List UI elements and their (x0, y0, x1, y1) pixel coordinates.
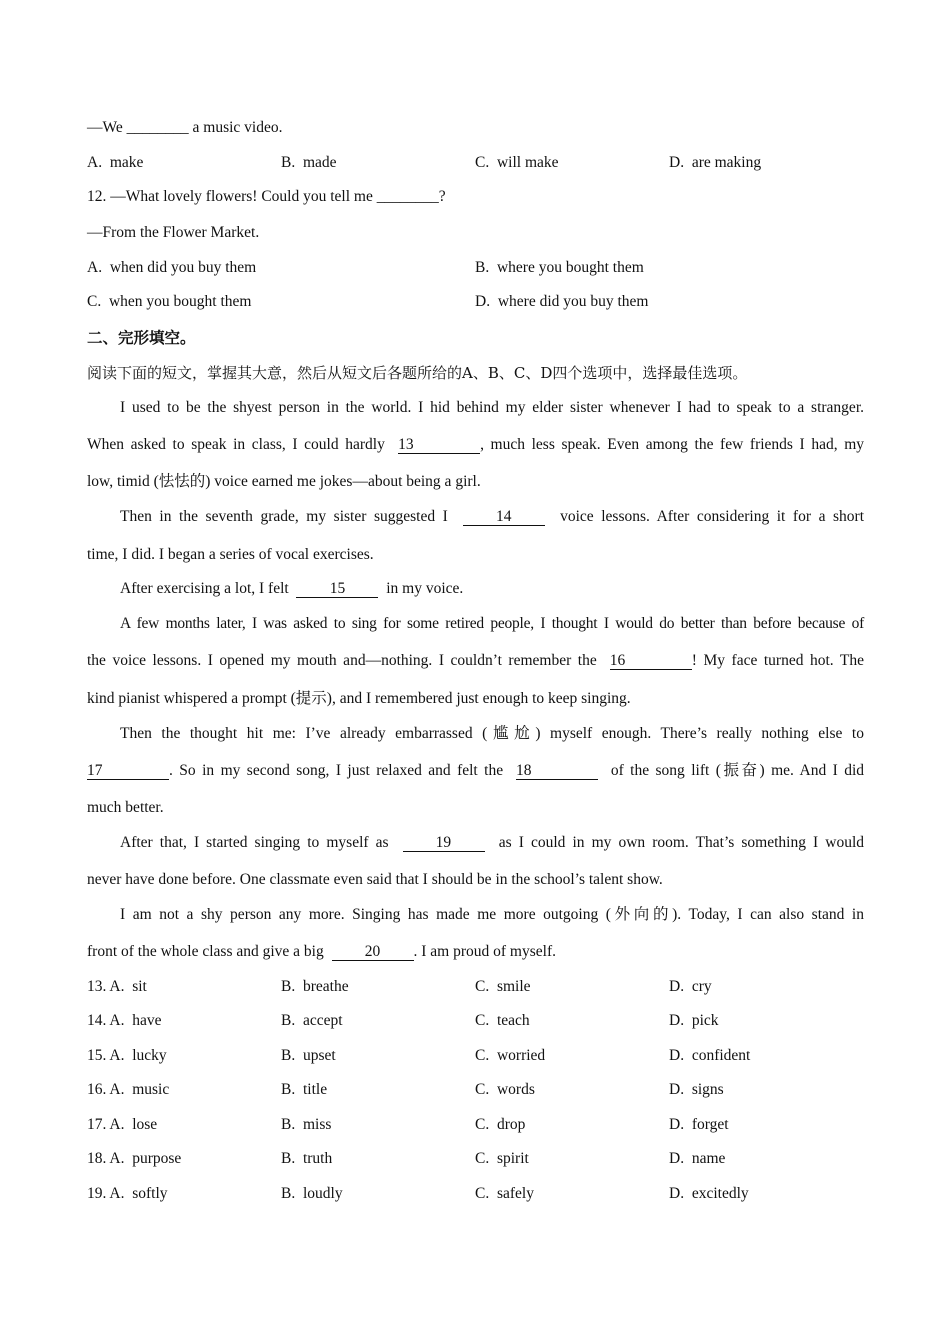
blank-16[interactable]: 16 (610, 653, 692, 670)
q11-option-b: B. made (281, 154, 337, 171)
option-14-d: D. pick (669, 1012, 719, 1029)
q12-stem: 12. —What lovely flowers! Could you tell me ________? (87, 188, 446, 205)
blank-13[interactable]: 13 (398, 437, 480, 454)
blank-15[interactable]: 15 (296, 581, 378, 598)
passage-line: When asked to speak in class, I could hardly 13 , much less speak. Even among the few friends I had, my (87, 436, 865, 453)
option-17-c: C. drop (475, 1116, 526, 1133)
q11-answer-line: —We ________ a music video. (87, 119, 283, 136)
passage-line: the voice lessons. I opened my mouth and—nothing. I couldn’t remember the 16 ! My face turned hot. The (87, 652, 865, 669)
option-15-d: D. confident (669, 1047, 751, 1064)
passage-line: After exercising a lot, I felt 15 in my voice. (120, 580, 464, 597)
option-13-b: B. breathe (281, 978, 349, 995)
option-15-a: 15. A. lucky (87, 1047, 167, 1064)
section-instruction: 阅读下面的短文，掌握其大意，然后从短文后各题所给的A、B、C、D四个选项中，选择最佳选项。 (87, 364, 748, 382)
passage-line: A few months later, I was asked to sing for some retired people, I thought I would do better than before because of (120, 615, 864, 632)
option-14-c: C. teach (475, 1012, 530, 1029)
option-16-a: 16. A. music (87, 1081, 170, 1098)
blank-20[interactable]: 20 (332, 944, 414, 961)
option-13-d: D. cry (669, 978, 712, 995)
option-16-d: D. signs (669, 1081, 724, 1098)
option-19-b: B. loudly (281, 1185, 343, 1202)
q11-option-a: A. make (87, 154, 144, 171)
option-18-d: D. name (669, 1150, 726, 1167)
passage-line: 17 . So in my second song, I just relaxed and felt the 18 of the song lift (振奋) me. And I did (87, 762, 865, 779)
q12-option-d: D. where did you buy them (475, 293, 649, 310)
passage-line: much better. (87, 799, 164, 816)
option-17-d: D. forget (669, 1116, 729, 1133)
option-18-a: 18. A. purpose (87, 1150, 182, 1167)
passage-line: front of the whole class and give a big 20 . I am proud of myself. (87, 943, 556, 960)
option-18-b: B. truth (281, 1150, 333, 1167)
q11-option-c: C. will make (475, 154, 559, 171)
option-19-d: D. excitedly (669, 1185, 749, 1202)
passage-line: never have done before. One classmate even said that I should be in the school’s talent show. (87, 871, 663, 888)
passage-line: Then the thought hit me: I’ve already embarrassed (尴尬) myself enough. There’s really nothing else to (120, 725, 864, 742)
q11-option-d: D. are making (669, 154, 762, 171)
option-16-b: B. title (281, 1081, 328, 1098)
passage-line: time, I did. I began a series of vocal exercises. (87, 546, 374, 563)
option-14-b: B. accept (281, 1012, 343, 1029)
passage-line: I used to be the shyest person in the world. I hid behind my elder sister whenever I had to speak to a stranger. (120, 399, 864, 416)
section-title: 二、完形填空。 (87, 329, 196, 347)
q12-option-c: C. when you bought them (87, 293, 252, 310)
option-16-c: C. words (475, 1081, 535, 1098)
option-14-a: 14. A. have (87, 1012, 162, 1029)
blank-18[interactable]: 18 (516, 763, 598, 780)
option-18-c: C. spirit (475, 1150, 529, 1167)
option-13-c: C. smile (475, 978, 531, 995)
passage-line: low, timid (怯怯的) voice earned me jokes—about being a girl. (87, 473, 481, 490)
passage-line: After that, I started singing to myself as 19 as I could in my own room. That’s something I would (120, 834, 864, 851)
option-19-c: C. safely (475, 1185, 534, 1202)
passage-line: Then in the seventh grade, my sister suggested I 14 voice lessons. After considering it for a short (120, 508, 865, 525)
q12-answer-line: —From the Flower Market. (87, 224, 260, 241)
blank-19[interactable]: 19 (403, 835, 485, 852)
blank-17[interactable]: 17 (87, 763, 169, 780)
option-19-a: 19. A. softly (87, 1185, 168, 1202)
passage-line: I am not a shy person any more. Singing has made me more outgoing (外向的). Today, I can also stand in (120, 906, 864, 923)
option-17-a: 17. A. lose (87, 1116, 158, 1133)
option-15-b: B. upset (281, 1047, 336, 1064)
q12-option-a: A. when did you buy them (87, 259, 257, 276)
option-17-b: B. miss (281, 1116, 332, 1133)
option-13-a: 13. A. sit (87, 978, 147, 995)
blank-14[interactable]: 14 (463, 509, 545, 526)
q12-option-b: B. where you bought them (475, 259, 644, 276)
passage-line: kind pianist whispered a prompt (提示), and I remembered just enough to keep singing. (87, 690, 631, 707)
option-15-c: C. worried (475, 1047, 546, 1064)
